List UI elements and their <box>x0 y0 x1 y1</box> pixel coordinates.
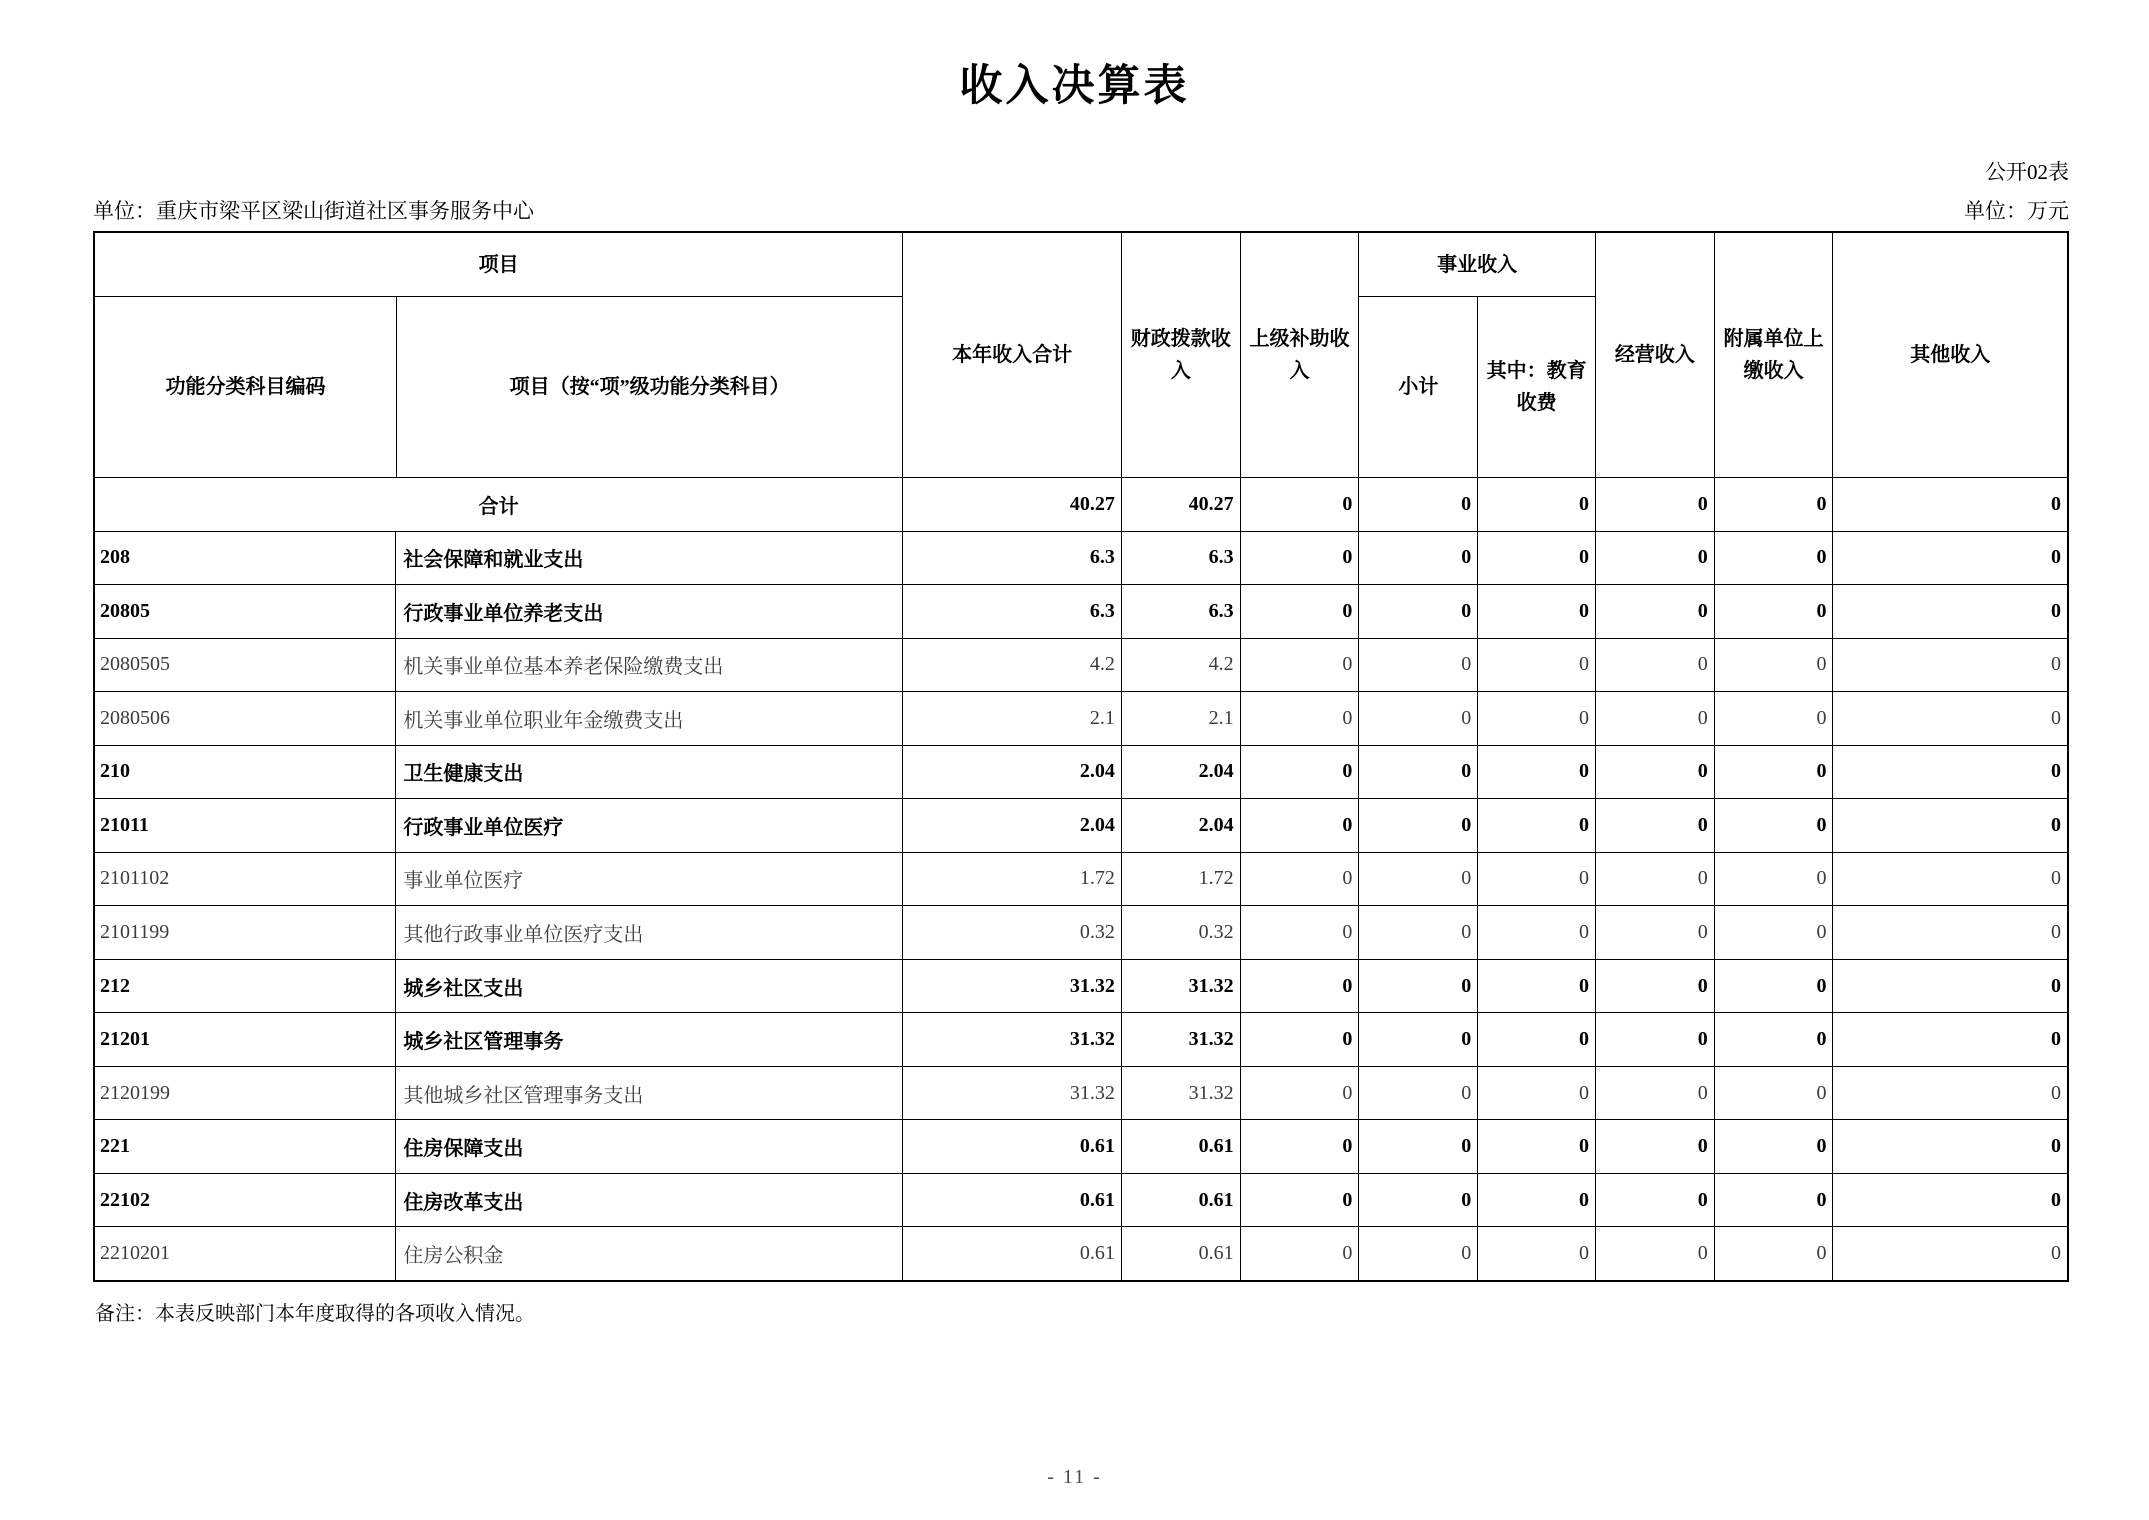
cell-business-subtotal: 0 <box>1359 1227 1478 1280</box>
cell-operating-income: 0 <box>1596 639 1715 692</box>
cell-year-total: 6.3 <box>903 585 1122 638</box>
cell-other-income: 0 <box>2051 653 2061 676</box>
table-row <box>95 478 2067 532</box>
cell-function-code: 21201 <box>95 1013 396 1066</box>
cell-other-income: 0 <box>2051 1028 2061 1051</box>
cell-operating-income: 0 <box>1596 746 1715 799</box>
cell-affiliated-income: 0 <box>1715 1227 1834 1280</box>
cell-education-fee: 0 <box>1478 1227 1596 1280</box>
cell-affiliated-income: 0 <box>1715 478 1834 531</box>
cell-project-name: 城乡社区支出 <box>396 960 903 1013</box>
header-year-total: 本年收入合计 <box>903 233 1122 477</box>
header-operating-income: 经营收入 <box>1596 233 1715 477</box>
cell-business-subtotal: 0 <box>1359 692 1478 745</box>
cell-affiliated-income: 0 <box>1715 1174 1834 1227</box>
header-superior-subsidy: 上级补助收入 <box>1241 233 1360 477</box>
cell-operating-income: 0 <box>1596 478 1715 531</box>
cell-business-subtotal: 0 <box>1359 1013 1478 1066</box>
cell-project-name: 城乡社区管理事务 <box>396 1013 903 1066</box>
cell-fiscal-appropriation: 6.3 <box>1122 532 1241 585</box>
cell-business-subtotal: 0 <box>1359 1174 1478 1227</box>
cell-project-name: 卫生健康支出 <box>396 746 903 799</box>
header-subtotal: 小计 <box>1359 297 1478 477</box>
cell-business-subtotal: 0 <box>1359 799 1478 852</box>
cell-business-subtotal: 0 <box>1359 478 1478 531</box>
cell-education-fee: 0 <box>1478 960 1596 1013</box>
cell-education-fee: 0 <box>1478 1174 1596 1227</box>
cell-project-name: 住房公积金 <box>396 1227 903 1280</box>
cell-superior-subsidy: 0 <box>1241 478 1360 531</box>
cell-business-subtotal: 0 <box>1359 960 1478 1013</box>
cell-operating-income: 0 <box>1596 692 1715 745</box>
cell-education-fee: 0 <box>1478 585 1596 638</box>
cell-superior-subsidy: 0 <box>1241 906 1360 959</box>
cell-fiscal-appropriation: 0.61 <box>1122 1120 1241 1173</box>
cell-superior-subsidy: 0 <box>1241 1067 1360 1120</box>
cell-year-total: 2.04 <box>903 746 1122 799</box>
unit-money-label: 单位：万元 <box>1964 199 2069 223</box>
cell-operating-income: 0 <box>1596 853 1715 906</box>
cell-other-income: 0 <box>2051 546 2061 569</box>
table-code-label: 公开02表 <box>1985 160 2069 184</box>
cell-project-name: 其他行政事业单位医疗支出 <box>396 906 903 959</box>
cell-function-code: 2120199 <box>95 1067 396 1120</box>
cell-function-code: 20805 <box>95 585 396 638</box>
table-row <box>95 1067 2067 1121</box>
cell-fiscal-appropriation: 6.3 <box>1122 585 1241 638</box>
cell-project-name: 其他城乡社区管理事务支出 <box>396 1067 903 1120</box>
cell-year-total: 0.61 <box>903 1227 1122 1280</box>
header-project-subrow <box>95 297 902 477</box>
cell-affiliated-income: 0 <box>1715 1067 1834 1120</box>
cell-operating-income: 0 <box>1596 799 1715 852</box>
cell-business-subtotal: 0 <box>1359 585 1478 638</box>
cell-education-fee: 0 <box>1478 799 1596 852</box>
cell-fiscal-appropriation: 2.04 <box>1122 799 1241 852</box>
unit-org-label: 单位：重庆市梁平区梁山街道社区事务服务中心 <box>93 199 534 223</box>
cell-year-total: 2.1 <box>903 692 1122 745</box>
cell-fiscal-appropriation: 40.27 <box>1122 478 1241 531</box>
table-body <box>95 478 2067 1280</box>
cell-year-total: 31.32 <box>903 1067 1122 1120</box>
cell-function-code: 208 <box>95 532 396 585</box>
cell-superior-subsidy: 0 <box>1241 960 1360 1013</box>
table-row <box>95 746 2067 800</box>
cell-other-income: 0 <box>2051 921 2061 944</box>
header-project-group <box>95 233 903 477</box>
cell-education-fee: 0 <box>1478 478 1596 531</box>
cell-operating-income: 0 <box>1596 1227 1715 1280</box>
cell-year-total: 0.61 <box>903 1174 1122 1227</box>
cell-operating-income: 0 <box>1596 1013 1715 1066</box>
cell-affiliated-income: 0 <box>1715 853 1834 906</box>
cell-education-fee: 0 <box>1478 692 1596 745</box>
cell-project-name: 机关事业单位职业年金缴费支出 <box>396 692 903 745</box>
cell-business-subtotal: 0 <box>1359 853 1478 906</box>
header-business-subrow <box>1359 297 1595 477</box>
unit-row <box>93 195 2069 225</box>
cell-year-total: 0.32 <box>903 906 1122 959</box>
cell-year-total: 31.32 <box>903 960 1122 1013</box>
cell-fiscal-appropriation: 1.72 <box>1122 853 1241 906</box>
cell-project-name: 合计 <box>95 478 903 531</box>
cell-year-total: 6.3 <box>903 532 1122 585</box>
cell-education-fee: 0 <box>1478 746 1596 799</box>
table-row <box>95 1174 2067 1228</box>
cell-superior-subsidy: 0 <box>1241 585 1360 638</box>
cell-fiscal-appropriation: 0.61 <box>1122 1227 1241 1280</box>
cell-education-fee: 0 <box>1478 1013 1596 1066</box>
cell-year-total: 4.2 <box>903 639 1122 692</box>
cell-other-income: 0 <box>2051 1081 2061 1104</box>
cell-superior-subsidy: 0 <box>1241 853 1360 906</box>
cell-project-name: 事业单位医疗 <box>396 853 903 906</box>
cell-business-subtotal: 0 <box>1359 532 1478 585</box>
cell-function-code: 2101102 <box>95 853 396 906</box>
cell-year-total: 2.04 <box>903 799 1122 852</box>
cell-operating-income: 0 <box>1596 1120 1715 1173</box>
cell-other-income: 0 <box>2051 599 2061 622</box>
cell-other-income: 0 <box>2051 760 2061 783</box>
cell-function-code: 2101199 <box>95 906 396 959</box>
cell-business-subtotal: 0 <box>1359 1067 1478 1120</box>
cell-year-total: 40.27 <box>903 478 1122 531</box>
header-other-income: 其他收入 <box>1910 344 1991 366</box>
cell-superior-subsidy: 0 <box>1241 639 1360 692</box>
table-row <box>95 639 2067 693</box>
cell-fiscal-appropriation: 31.32 <box>1122 960 1241 1013</box>
cell-function-code: 210 <box>95 746 396 799</box>
cell-superior-subsidy: 0 <box>1241 1013 1360 1066</box>
cell-affiliated-income: 0 <box>1715 799 1834 852</box>
cell-affiliated-income: 0 <box>1715 960 1834 1013</box>
cell-education-fee: 0 <box>1478 853 1596 906</box>
page-title: 收入决算表 <box>959 63 1190 110</box>
cell-superior-subsidy: 0 <box>1241 799 1360 852</box>
cell-business-subtotal: 0 <box>1359 746 1478 799</box>
cell-other-income: 0 <box>2051 492 2061 515</box>
cell-project-name: 住房保障支出 <box>396 1120 903 1173</box>
table-header <box>95 233 2067 478</box>
cell-education-fee: 0 <box>1478 639 1596 692</box>
cell-operating-income: 0 <box>1596 1067 1715 1120</box>
cell-operating-income: 0 <box>1596 532 1715 585</box>
cell-fiscal-appropriation: 31.32 <box>1122 1067 1241 1120</box>
cell-fiscal-appropriation: 2.04 <box>1122 746 1241 799</box>
header-fiscal-appropriation: 财政拨款收入 <box>1122 233 1241 477</box>
table-row <box>95 799 2067 853</box>
cell-affiliated-income: 0 <box>1715 906 1834 959</box>
cell-operating-income: 0 <box>1596 1174 1715 1227</box>
cell-business-subtotal: 0 <box>1359 906 1478 959</box>
cell-year-total: 0.61 <box>903 1120 1122 1173</box>
table-row <box>95 906 2067 960</box>
cell-operating-income: 0 <box>1596 960 1715 1013</box>
cell-superior-subsidy: 0 <box>1241 1174 1360 1227</box>
cell-other-income: 0 <box>2051 706 2061 729</box>
cell-education-fee: 0 <box>1478 1120 1596 1173</box>
table-row <box>95 585 2067 639</box>
cell-affiliated-income: 0 <box>1715 639 1834 692</box>
cell-other-income: 0 <box>2051 867 2061 890</box>
header-affiliated-income: 附属单位上缴收入 <box>1715 233 1834 477</box>
cell-project-name: 社会保障和就业支出 <box>396 532 903 585</box>
cell-affiliated-income: 0 <box>1715 532 1834 585</box>
header-business-income-group <box>1359 233 1596 477</box>
cell-year-total: 31.32 <box>903 1013 1122 1066</box>
income-table <box>93 231 2069 1282</box>
cell-superior-subsidy: 0 <box>1241 746 1360 799</box>
table-row <box>95 1013 2067 1067</box>
cell-project-name: 行政事业单位医疗 <box>396 799 903 852</box>
table-row <box>95 853 2067 907</box>
cell-other-income: 0 <box>2051 1242 2061 1265</box>
header-project: 项目 <box>95 233 902 297</box>
page-number: - 11 - <box>1047 1466 1102 1488</box>
header-business-income: 事业收入 <box>1359 233 1595 297</box>
cell-function-code: 2210201 <box>95 1227 396 1280</box>
header-education-fee: 其中：教育收费 <box>1486 360 1587 414</box>
cell-fiscal-appropriation: 31.32 <box>1122 1013 1241 1066</box>
cell-function-code: 221 <box>95 1120 396 1173</box>
cell-function-code: 212 <box>95 960 396 1013</box>
header-project-item: 项目（按“项”级功能分类科目） <box>509 376 790 398</box>
cell-function-code: 22102 <box>95 1174 396 1227</box>
cell-operating-income: 0 <box>1596 585 1715 638</box>
cell-project-name: 行政事业单位养老支出 <box>396 585 903 638</box>
table-row <box>95 960 2067 1014</box>
cell-function-code: 2080506 <box>95 692 396 745</box>
cell-affiliated-income: 0 <box>1715 1120 1834 1173</box>
cell-superior-subsidy: 0 <box>1241 1227 1360 1280</box>
cell-year-total: 1.72 <box>903 853 1122 906</box>
cell-project-name: 住房改革支出 <box>396 1174 903 1227</box>
table-row <box>95 1227 2067 1280</box>
cell-other-income: 0 <box>2051 813 2061 836</box>
footnote: 备注：本表反映部门本年度取得的各项收入情况。 <box>95 1303 535 1325</box>
cell-affiliated-income: 0 <box>1715 692 1834 745</box>
table-row <box>95 1120 2067 1174</box>
cell-other-income: 0 <box>2051 974 2061 997</box>
cell-fiscal-appropriation: 0.61 <box>1122 1174 1241 1227</box>
cell-other-income: 0 <box>2051 1188 2061 1211</box>
cell-affiliated-income: 0 <box>1715 585 1834 638</box>
cell-function-code: 21011 <box>95 799 396 852</box>
header-function-code: 功能分类科目编码 <box>95 297 397 477</box>
cell-function-code: 2080505 <box>95 639 396 692</box>
cell-fiscal-appropriation: 4.2 <box>1122 639 1241 692</box>
cell-education-fee: 0 <box>1478 906 1596 959</box>
cell-fiscal-appropriation: 0.32 <box>1122 906 1241 959</box>
cell-fiscal-appropriation: 2.1 <box>1122 692 1241 745</box>
cell-affiliated-income: 0 <box>1715 746 1834 799</box>
cell-operating-income: 0 <box>1596 906 1715 959</box>
cell-superior-subsidy: 0 <box>1241 532 1360 585</box>
cell-education-fee: 0 <box>1478 1067 1596 1120</box>
cell-education-fee: 0 <box>1478 532 1596 585</box>
cell-affiliated-income: 0 <box>1715 1013 1834 1066</box>
cell-project-name: 机关事业单位基本养老保险缴费支出 <box>396 639 903 692</box>
cell-business-subtotal: 0 <box>1359 1120 1478 1173</box>
cell-business-subtotal: 0 <box>1359 639 1478 692</box>
cell-other-income: 0 <box>2051 1135 2061 1158</box>
table-row <box>95 692 2067 746</box>
cell-superior-subsidy: 0 <box>1241 692 1360 745</box>
table-row <box>95 532 2067 586</box>
cell-superior-subsidy: 0 <box>1241 1120 1360 1173</box>
